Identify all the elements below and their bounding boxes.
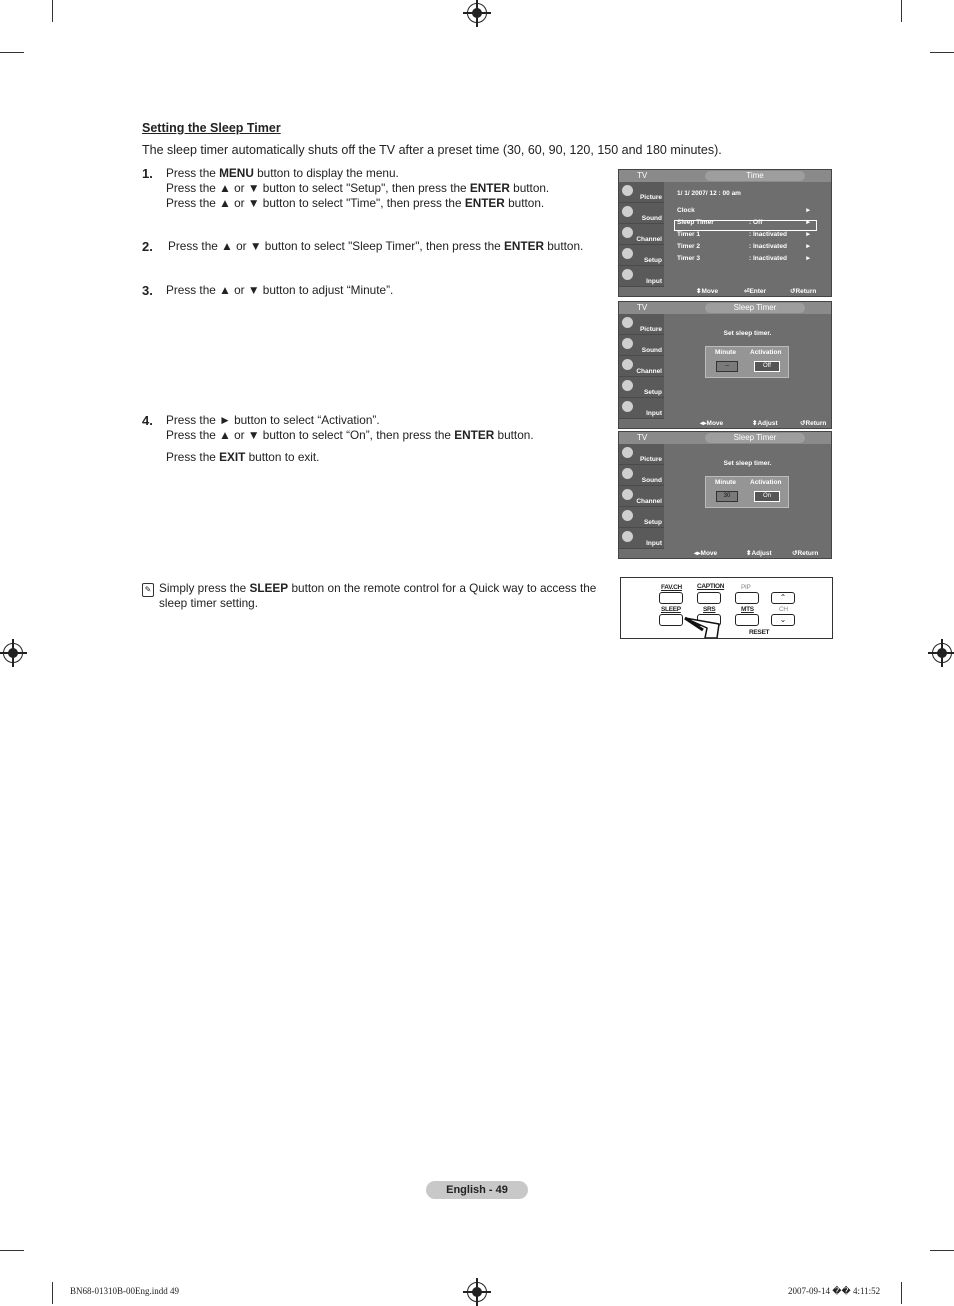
osd-menu bbox=[619, 314, 664, 419]
osd-sleep-timer-screen bbox=[618, 431, 832, 559]
osd-row: Timer 3 : Inactivated ► bbox=[677, 255, 812, 262]
step-number: 1. bbox=[142, 166, 153, 181]
remote-label: SRS bbox=[703, 606, 716, 613]
osd-menu-item-input: Input bbox=[619, 266, 664, 286]
crop-mark bbox=[52, 1282, 53, 1304]
osd-menu-item-input: Input bbox=[619, 398, 664, 418]
osd-nav-bar: ◂▸ Move ⬍ Adjust ↺ Return bbox=[694, 550, 819, 557]
osd-source-label: TV bbox=[637, 171, 648, 180]
remote-label: CH bbox=[779, 606, 788, 613]
sleep-timer-box bbox=[705, 346, 789, 378]
input-icon bbox=[622, 401, 633, 412]
minute-label: Minute bbox=[715, 479, 736, 486]
osd-title: Sleep Timer bbox=[705, 303, 805, 313]
osd-nav-bar: ⬍ Move ⏎ Enter ↺ Return bbox=[696, 288, 817, 295]
remote-button bbox=[735, 592, 759, 604]
crop-mark bbox=[52, 0, 53, 22]
osd-menu-item-setup: Setup bbox=[619, 507, 664, 527]
osd-title: Sleep Timer bbox=[705, 433, 805, 443]
osd-message: Set sleep timer. bbox=[723, 330, 772, 337]
step-line: Press the ▲ or ▼ button to select "Sleep Timer", then press the ENTER button. bbox=[168, 239, 584, 253]
step-1 bbox=[142, 166, 549, 211]
section-heading: Setting the Sleep Timer bbox=[142, 121, 281, 135]
sound-icon bbox=[622, 338, 633, 349]
registration-mark-icon bbox=[467, 3, 487, 23]
registration-mark-icon bbox=[467, 1282, 487, 1302]
osd-menu-item-sound: Sound bbox=[619, 465, 664, 485]
remote-label: PIP bbox=[741, 584, 751, 591]
osd-row: Sleep Timer : Off ► bbox=[677, 219, 812, 226]
osd-menu bbox=[619, 444, 664, 549]
osd-source-label: TV bbox=[637, 303, 648, 312]
remote-button bbox=[697, 592, 721, 604]
input-icon bbox=[622, 531, 633, 542]
step-line: Press the EXIT button to exit. bbox=[166, 450, 320, 464]
remote-button: ⌄ bbox=[771, 614, 795, 626]
channel-icon bbox=[622, 489, 633, 500]
intro-paragraph: The sleep timer automatically shuts off the TV after a preset time (30, 60, 90, 120, 150 and 180 minutes). bbox=[142, 143, 722, 157]
osd-time-screen bbox=[618, 169, 832, 297]
osd-menu-item-setup: Setup bbox=[619, 245, 664, 265]
input-icon bbox=[622, 269, 633, 280]
step-line: Press the MENU button to display the menu. bbox=[166, 166, 399, 180]
minute-label: Minute bbox=[715, 349, 736, 356]
osd-menu-item-channel: Channel bbox=[619, 224, 664, 244]
registration-mark-icon bbox=[3, 643, 23, 663]
remote-button bbox=[659, 592, 683, 604]
osd-row: Timer 1 : Inactivated ► bbox=[677, 231, 812, 238]
step-line: Press the ▲ or ▼ button to adjust “Minute”. bbox=[166, 283, 394, 297]
channel-icon bbox=[622, 227, 633, 238]
remote-label: CAPTION bbox=[697, 583, 725, 590]
remote-label: FAV.CH bbox=[661, 584, 682, 591]
step-line: Press the ▲ or ▼ button to select "Time", then press the ENTER button. bbox=[166, 196, 545, 210]
remote-label: MTS bbox=[741, 606, 754, 613]
osd-source-label: TV bbox=[637, 433, 648, 442]
crop-mark bbox=[930, 1250, 954, 1251]
step-line: Press the ▲ or ▼ button to select “On”, then press the ENTER button. bbox=[166, 428, 534, 442]
activation-label: Activation bbox=[750, 349, 782, 356]
setup-icon bbox=[622, 248, 633, 259]
registration-mark-icon bbox=[932, 643, 952, 663]
sound-icon bbox=[622, 206, 633, 217]
step-number: 2. bbox=[142, 239, 153, 254]
picture-icon bbox=[622, 317, 633, 328]
minute-field: -- bbox=[716, 361, 738, 372]
picture-icon bbox=[622, 447, 633, 458]
crop-mark bbox=[930, 52, 954, 53]
page-footer: English - 49 bbox=[426, 1181, 528, 1199]
step-2 bbox=[142, 239, 583, 254]
slug-left: BN68-01310B-00Eng.indd 49 bbox=[70, 1286, 179, 1296]
step-number: 4. bbox=[142, 413, 153, 428]
crop-mark bbox=[0, 52, 24, 53]
osd-menu-item-sound: Sound bbox=[619, 203, 664, 223]
note: ✎ Simply press the SLEEP button on the remote control for a Quick way to access the sleep timer setting. bbox=[142, 581, 612, 611]
setup-icon bbox=[622, 510, 633, 521]
osd-row: Timer 2 : Inactivated ► bbox=[677, 243, 812, 250]
osd-nav-bar: ◂▸ Move ⬍ Adjust ↺ Return bbox=[700, 420, 827, 427]
osd-message: Set sleep timer. bbox=[723, 460, 772, 467]
crop-mark bbox=[901, 1282, 902, 1304]
picture-icon bbox=[622, 185, 633, 196]
crop-mark bbox=[901, 0, 902, 22]
osd-menu-item-picture: Picture bbox=[619, 314, 664, 334]
osd-menu-item-input: Input bbox=[619, 528, 664, 548]
remote-label: SLEEP bbox=[661, 606, 681, 613]
activation-label: Activation bbox=[750, 479, 782, 486]
sleep-button bbox=[659, 614, 683, 626]
osd-menu-item-setup: Setup bbox=[619, 377, 664, 397]
osd-menu-item-channel: Channel bbox=[619, 356, 664, 376]
remote-button: ⌃ bbox=[771, 592, 795, 604]
slug-right: 2007-09-14 �� 4:11:52 bbox=[788, 1286, 881, 1296]
osd-date: 1/ 1/ 2007/ 12 : 00 am bbox=[677, 190, 741, 197]
sound-icon bbox=[622, 468, 633, 479]
osd-title: Time bbox=[705, 171, 805, 181]
step-line: Press the ▲ or ▼ button to select "Setup", then press the ENTER button. bbox=[166, 181, 550, 195]
sleep-timer-box bbox=[705, 476, 789, 508]
step-number: 3. bbox=[142, 283, 153, 298]
osd-menu-item-channel: Channel bbox=[619, 486, 664, 506]
minute-field: 30 bbox=[716, 491, 738, 502]
crop-mark bbox=[0, 1250, 24, 1251]
step-4 bbox=[142, 413, 534, 465]
osd-sleep-timer-screen bbox=[618, 301, 832, 429]
osd-menu bbox=[619, 182, 664, 287]
activation-field: Off bbox=[754, 361, 780, 372]
pointing-hand-icon bbox=[683, 614, 723, 638]
osd-menu-item-sound: Sound bbox=[619, 335, 664, 355]
step-line: Press the ► button to select “Activation”. bbox=[166, 413, 380, 427]
remote-button bbox=[735, 614, 759, 626]
setup-icon bbox=[622, 380, 633, 391]
remote-label: RESET bbox=[749, 629, 770, 636]
osd-menu-item-picture: Picture bbox=[619, 444, 664, 464]
osd-menu-item-picture: Picture bbox=[619, 182, 664, 202]
channel-icon bbox=[622, 359, 633, 370]
note-icon: ✎ bbox=[142, 583, 154, 597]
step-3 bbox=[142, 283, 393, 298]
remote-control-illustration bbox=[620, 577, 833, 639]
osd-row: Clock ► bbox=[677, 207, 812, 214]
activation-field: On bbox=[754, 491, 780, 502]
